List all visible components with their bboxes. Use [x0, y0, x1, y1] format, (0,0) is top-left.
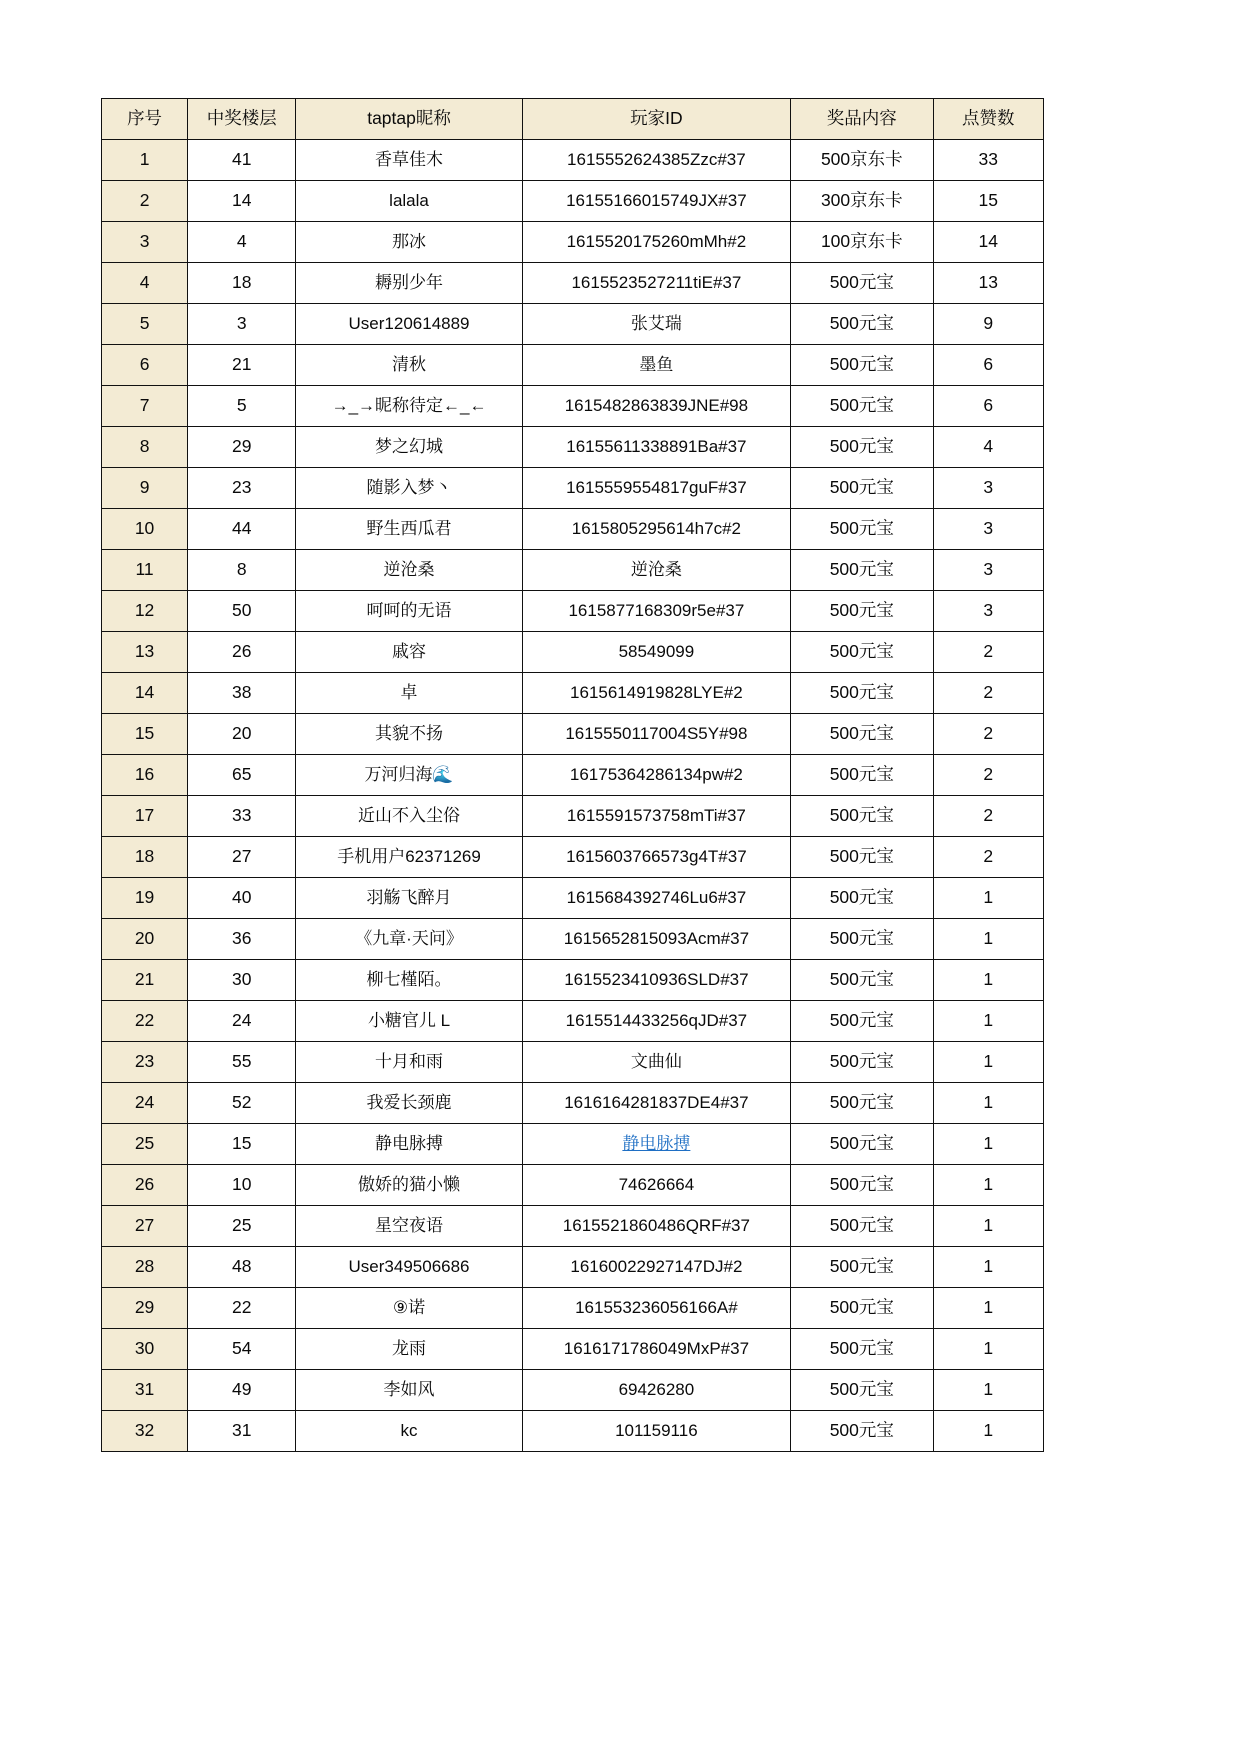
cell-floor: 52 [188, 1083, 296, 1124]
cell-nickname: 李如风 [296, 1370, 522, 1411]
cell-likes: 33 [933, 140, 1043, 181]
cell-likes: 1 [933, 1370, 1043, 1411]
cell-likes: 3 [933, 468, 1043, 509]
cell-likes: 14 [933, 222, 1043, 263]
cell-nickname: ⑨诺 [296, 1288, 522, 1329]
cell-player-id: 161553236056166A# [522, 1288, 790, 1329]
cell-player-id: 1615652815093Acm#37 [522, 919, 790, 960]
cell-floor: 25 [188, 1206, 296, 1247]
cell-nickname: 我爱长颈鹿 [296, 1083, 522, 1124]
table-row [102, 550, 1044, 591]
cell-floor: 29 [188, 427, 296, 468]
cell-index: 4 [102, 263, 188, 304]
cell-index: 31 [102, 1370, 188, 1411]
cell-index: 11 [102, 550, 188, 591]
cell-floor: 8 [188, 550, 296, 591]
cell-floor: 15 [188, 1124, 296, 1165]
cell-prize: 500元宝 [791, 714, 933, 755]
cell-prize: 100京东卡 [791, 222, 933, 263]
cell-player-id: 16155611338891Ba#37 [522, 427, 790, 468]
cell-prize: 500元宝 [791, 509, 933, 550]
cell-player-id: 1615552624385Zzc#37 [522, 140, 790, 181]
cell-prize: 500京东卡 [791, 140, 933, 181]
cell-player-id: 1615559554817guF#37 [522, 468, 790, 509]
cell-floor: 44 [188, 509, 296, 550]
cell-nickname: 呵呵的无语 [296, 591, 522, 632]
cell-prize: 500元宝 [791, 1370, 933, 1411]
table-row [102, 1411, 1044, 1452]
cell-nickname: 十月和雨 [296, 1042, 522, 1083]
cell-index: 17 [102, 796, 188, 837]
cell-floor: 65 [188, 755, 296, 796]
table-row [102, 1165, 1044, 1206]
cell-index: 10 [102, 509, 188, 550]
cell-prize: 500元宝 [791, 591, 933, 632]
column-header-player-id: 玩家ID [522, 99, 790, 140]
table-row [102, 222, 1044, 263]
cell-prize: 500元宝 [791, 386, 933, 427]
cell-floor: 18 [188, 263, 296, 304]
cell-likes: 2 [933, 673, 1043, 714]
cell-likes: 13 [933, 263, 1043, 304]
cell-player-id: 69426280 [522, 1370, 790, 1411]
cell-prize: 500元宝 [791, 1411, 933, 1452]
cell-nickname: 那冰 [296, 222, 522, 263]
cell-floor: 31 [188, 1411, 296, 1452]
cell-nickname: 随影入梦丶 [296, 468, 522, 509]
cell-index: 27 [102, 1206, 188, 1247]
cell-player-id: 1615514433256qJD#37 [522, 1001, 790, 1042]
table-row [102, 386, 1044, 427]
table-row [102, 673, 1044, 714]
cell-prize: 500元宝 [791, 304, 933, 345]
table-row [102, 427, 1044, 468]
cell-prize: 500元宝 [791, 1288, 933, 1329]
cell-index: 32 [102, 1411, 188, 1452]
cell-likes: 6 [933, 386, 1043, 427]
cell-player-id[interactable] [522, 1124, 790, 1165]
cell-player-id: 1615614919828LYE#2 [522, 673, 790, 714]
cell-prize: 500元宝 [791, 1247, 933, 1288]
table-row [102, 263, 1044, 304]
cell-prize: 500元宝 [791, 1206, 933, 1247]
cell-player-id: 1616164281837DE4#37 [522, 1083, 790, 1124]
cell-player-id: 1615521860486QRF#37 [522, 1206, 790, 1247]
cell-floor: 10 [188, 1165, 296, 1206]
cell-index: 7 [102, 386, 188, 427]
table-row [102, 1206, 1044, 1247]
cell-player-id: 1615550117004S5Y#98 [522, 714, 790, 755]
cell-likes: 9 [933, 304, 1043, 345]
cell-floor: 4 [188, 222, 296, 263]
cell-index: 25 [102, 1124, 188, 1165]
cell-nickname: kc [296, 1411, 522, 1452]
cell-nickname: 傲娇的猫小懒 [296, 1165, 522, 1206]
cell-floor: 36 [188, 919, 296, 960]
cell-floor: 48 [188, 1247, 296, 1288]
table-row [102, 1001, 1044, 1042]
cell-prize: 500元宝 [791, 345, 933, 386]
cell-nickname: 其貌不扬 [296, 714, 522, 755]
cell-prize: 500元宝 [791, 1042, 933, 1083]
cell-floor: 23 [188, 468, 296, 509]
cell-likes: 1 [933, 1288, 1043, 1329]
cell-index: 9 [102, 468, 188, 509]
cell-nickname: 卓 [296, 673, 522, 714]
table-row [102, 1370, 1044, 1411]
cell-player-id: 101159116 [522, 1411, 790, 1452]
cell-nickname: User120614889 [296, 304, 522, 345]
column-header-index: 序号 [102, 99, 188, 140]
cell-prize: 500元宝 [791, 263, 933, 304]
cell-likes: 3 [933, 591, 1043, 632]
cell-likes: 1 [933, 878, 1043, 919]
cell-prize: 500元宝 [791, 550, 933, 591]
cell-nickname: 清秋 [296, 345, 522, 386]
cell-player-id: 墨鱼 [522, 345, 790, 386]
cell-prize: 300京东卡 [791, 181, 933, 222]
cell-floor: 26 [188, 632, 296, 673]
table-row [102, 591, 1044, 632]
table-row [102, 1288, 1044, 1329]
cell-index: 20 [102, 919, 188, 960]
cell-likes: 3 [933, 509, 1043, 550]
cell-player-id: 16175364286134pw#2 [522, 755, 790, 796]
cell-likes: 1 [933, 1124, 1043, 1165]
table-row [102, 919, 1044, 960]
table-row [102, 755, 1044, 796]
cell-floor: 21 [188, 345, 296, 386]
cell-nickname: 戚容 [296, 632, 522, 673]
cell-nickname: 野生西瓜君 [296, 509, 522, 550]
cell-likes: 4 [933, 427, 1043, 468]
cell-likes: 3 [933, 550, 1043, 591]
cell-index: 22 [102, 1001, 188, 1042]
cell-floor: 40 [188, 878, 296, 919]
cell-index: 13 [102, 632, 188, 673]
cell-nickname: 耨别少年 [296, 263, 522, 304]
cell-nickname: 近山不入尘俗 [296, 796, 522, 837]
table-row [102, 345, 1044, 386]
cell-index: 16 [102, 755, 188, 796]
cell-nickname: 梦之幻城 [296, 427, 522, 468]
cell-player-id: 1615520175260mMh#2 [522, 222, 790, 263]
cell-prize: 500元宝 [791, 1124, 933, 1165]
cell-likes: 1 [933, 1206, 1043, 1247]
cell-likes: 2 [933, 796, 1043, 837]
column-header-likes: 点赞数 [933, 99, 1043, 140]
cell-likes: 1 [933, 960, 1043, 1001]
table-row [102, 304, 1044, 345]
table-row [102, 714, 1044, 755]
cell-floor: 20 [188, 714, 296, 755]
cell-player-id: 1615805295614h7c#2 [522, 509, 790, 550]
cell-player-id: 张艾瑞 [522, 304, 790, 345]
cell-index: 6 [102, 345, 188, 386]
cell-prize: 500元宝 [791, 427, 933, 468]
cell-prize: 500元宝 [791, 468, 933, 509]
cell-player-id: 1615482863839JNE#98 [522, 386, 790, 427]
cell-nickname: 手机用户62371269 [296, 837, 522, 878]
cell-likes: 1 [933, 1165, 1043, 1206]
cell-nickname: 万河归海🌊 [296, 755, 522, 796]
cell-prize: 500元宝 [791, 837, 933, 878]
cell-nickname: 龙雨 [296, 1329, 522, 1370]
cell-index: 3 [102, 222, 188, 263]
cell-nickname: 羽觞飞醉月 [296, 878, 522, 919]
cell-likes: 6 [933, 345, 1043, 386]
cell-nickname: →_→昵称待定←_← [296, 386, 522, 427]
cell-index: 15 [102, 714, 188, 755]
cell-nickname: 《九章·天问》 [296, 919, 522, 960]
cell-player-id: 1615603766573g4T#37 [522, 837, 790, 878]
cell-player-id: 58549099 [522, 632, 790, 673]
cell-floor: 5 [188, 386, 296, 427]
table-row [102, 837, 1044, 878]
cell-prize: 500元宝 [791, 755, 933, 796]
cell-floor: 54 [188, 1329, 296, 1370]
cell-prize: 500元宝 [791, 1001, 933, 1042]
table-row [102, 140, 1044, 181]
cell-nickname: 逆沧桑 [296, 550, 522, 591]
table-row [102, 1329, 1044, 1370]
cell-index: 24 [102, 1083, 188, 1124]
cell-floor: 50 [188, 591, 296, 632]
cell-likes: 1 [933, 1083, 1043, 1124]
cell-player-id: 1615523410936SLD#37 [522, 960, 790, 1001]
cell-likes: 1 [933, 1001, 1043, 1042]
cell-nickname: 静电脉搏 [296, 1124, 522, 1165]
table-header [102, 99, 1044, 140]
cell-index: 12 [102, 591, 188, 632]
cell-floor: 24 [188, 1001, 296, 1042]
cell-player-id: 逆沧桑 [522, 550, 790, 591]
table-row [102, 796, 1044, 837]
table-row [102, 468, 1044, 509]
cell-prize: 500元宝 [791, 878, 933, 919]
cell-prize: 500元宝 [791, 1165, 933, 1206]
cell-player-id: 1615591573758mTi#37 [522, 796, 790, 837]
cell-floor: 3 [188, 304, 296, 345]
cell-likes: 1 [933, 1329, 1043, 1370]
cell-player-id: 1615877168309r5e#37 [522, 591, 790, 632]
cell-prize: 500元宝 [791, 1083, 933, 1124]
cell-index: 21 [102, 960, 188, 1001]
cell-prize: 500元宝 [791, 919, 933, 960]
cell-index: 19 [102, 878, 188, 919]
cell-prize: 500元宝 [791, 1329, 933, 1370]
cell-prize: 500元宝 [791, 796, 933, 837]
cell-nickname: User349506686 [296, 1247, 522, 1288]
cell-index: 1 [102, 140, 188, 181]
cell-index: 14 [102, 673, 188, 714]
cell-floor: 27 [188, 837, 296, 878]
table-row [102, 1083, 1044, 1124]
cell-likes: 2 [933, 755, 1043, 796]
table-row [102, 181, 1044, 222]
cell-nickname: 香草佳木 [296, 140, 522, 181]
cell-nickname: lalala [296, 181, 522, 222]
column-header-prize: 奖品内容 [791, 99, 933, 140]
cell-prize: 500元宝 [791, 960, 933, 1001]
cell-player-id: 1616171786049MxP#37 [522, 1329, 790, 1370]
table-row [102, 509, 1044, 550]
cell-index: 18 [102, 837, 188, 878]
table-row [102, 960, 1044, 1001]
cell-floor: 38 [188, 673, 296, 714]
cell-floor: 30 [188, 960, 296, 1001]
cell-player-id: 1615684392746Lu6#37 [522, 878, 790, 919]
cell-index: 29 [102, 1288, 188, 1329]
cell-index: 23 [102, 1042, 188, 1083]
cell-likes: 1 [933, 919, 1043, 960]
cell-prize: 500元宝 [791, 632, 933, 673]
cell-nickname: 星空夜语 [296, 1206, 522, 1247]
cell-floor: 33 [188, 796, 296, 837]
table-row [102, 1247, 1044, 1288]
cell-likes: 1 [933, 1411, 1043, 1452]
cell-index: 26 [102, 1165, 188, 1206]
table-row [102, 1042, 1044, 1083]
cell-likes: 2 [933, 837, 1043, 878]
cell-index: 5 [102, 304, 188, 345]
column-header-nickname: taptap昵称 [296, 99, 522, 140]
cell-index: 28 [102, 1247, 188, 1288]
cell-player-id: 16160022927147DJ#2 [522, 1247, 790, 1288]
cell-player-id: 16155166015749JX#37 [522, 181, 790, 222]
cell-prize: 500元宝 [791, 673, 933, 714]
cell-likes: 1 [933, 1042, 1043, 1083]
cell-player-id: 74626664 [522, 1165, 790, 1206]
column-header-floor: 中奖楼层 [188, 99, 296, 140]
table-row [102, 632, 1044, 673]
cell-likes: 1 [933, 1247, 1043, 1288]
cell-player-id: 1615523527211tiE#37 [522, 263, 790, 304]
player-id-hyperlink[interactable]: 静电脉搏 [622, 1133, 691, 1153]
cell-index: 8 [102, 427, 188, 468]
cell-floor: 14 [188, 181, 296, 222]
cell-index: 30 [102, 1329, 188, 1370]
table-row [102, 1124, 1044, 1165]
cell-floor: 22 [188, 1288, 296, 1329]
table-body [102, 140, 1044, 1452]
cell-nickname: 小糖官儿 L [296, 1001, 522, 1042]
cell-floor: 49 [188, 1370, 296, 1411]
cell-floor: 41 [188, 140, 296, 181]
cell-player-id: 文曲仙 [522, 1042, 790, 1083]
cell-likes: 15 [933, 181, 1043, 222]
cell-nickname: 柳七槿陌。 [296, 960, 522, 1001]
cell-floor: 55 [188, 1042, 296, 1083]
table-row [102, 878, 1044, 919]
header-row [102, 99, 1044, 140]
cell-likes: 2 [933, 632, 1043, 673]
cell-index: 2 [102, 181, 188, 222]
cell-likes: 2 [933, 714, 1043, 755]
winners-table [101, 98, 1044, 1452]
